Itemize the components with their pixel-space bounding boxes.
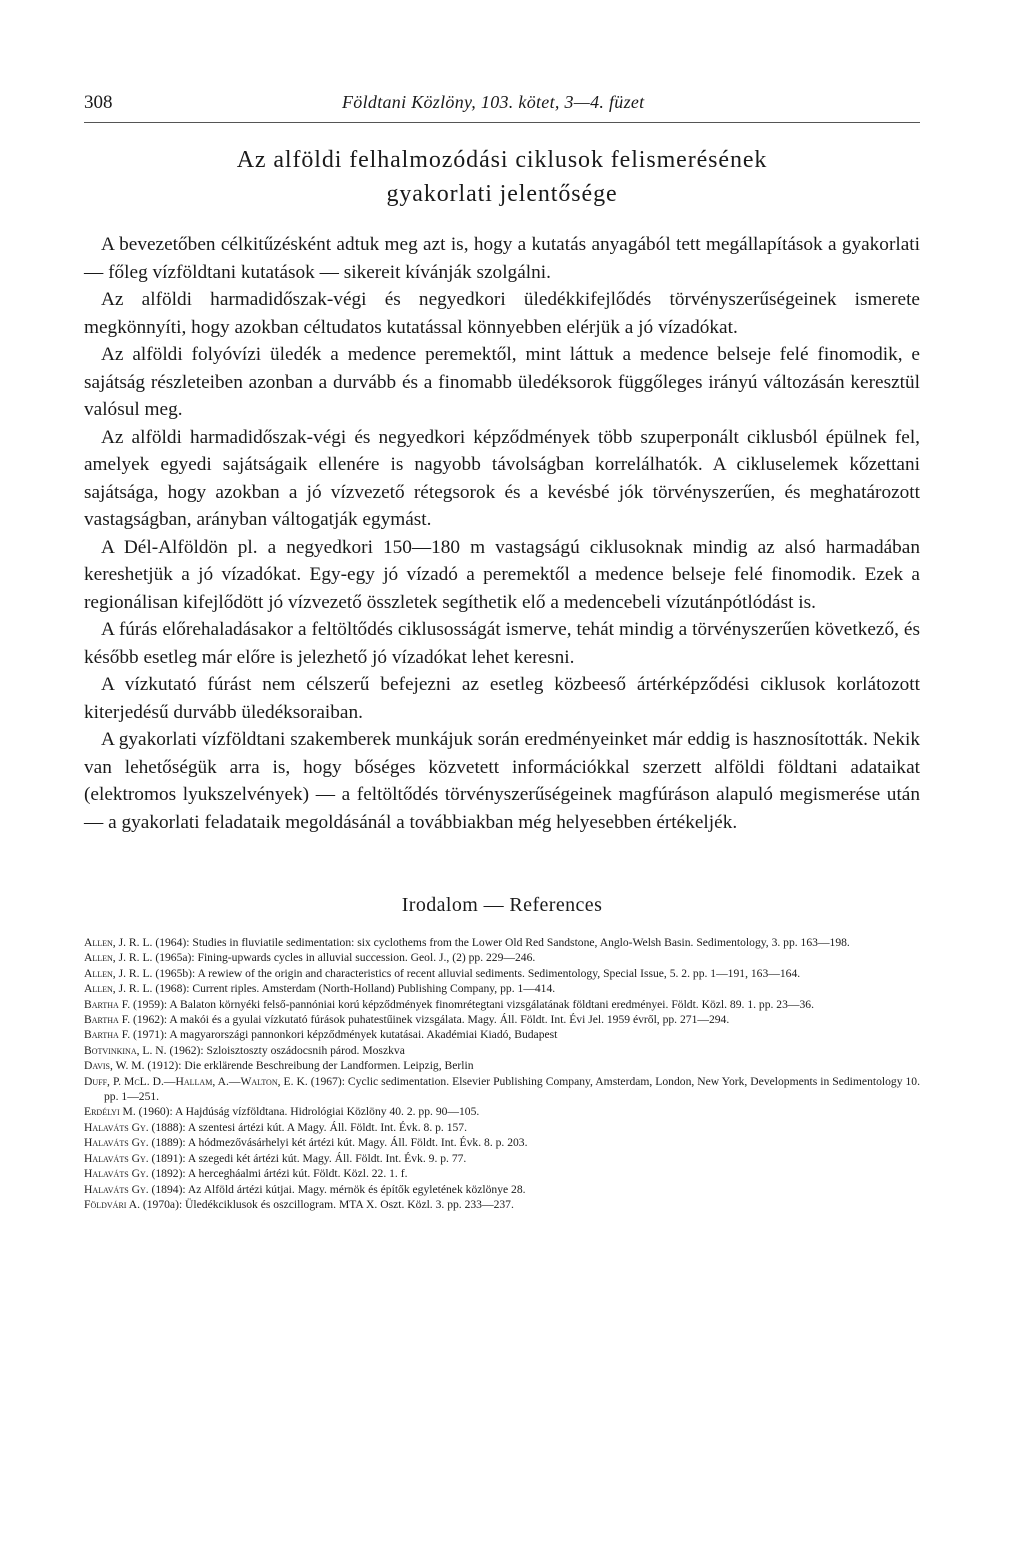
reference-item — [84, 1166, 920, 1181]
reference-author: Allen, J. R. L. — [84, 951, 153, 965]
reference-author: Erdélyi M. — [84, 1105, 136, 1119]
reference-item — [84, 1043, 920, 1058]
reference-list — [84, 935, 920, 1212]
reference-author: Bartha F. — [84, 1013, 131, 1027]
reference-text: (1892): A hercegháalmi ártézi kút. Földt. Közl. 22. 1. f. — [148, 1167, 408, 1181]
reference-text: (1891): A szegedi két ártézi kút. Magy. Áll. Földt. Int. Évk. 9. p. 77. — [148, 1151, 467, 1165]
reference-item — [84, 1058, 920, 1073]
references-heading: Irodalom — References — [401, 894, 603, 916]
reference-item — [84, 950, 920, 965]
reference-item — [84, 1197, 920, 1212]
reference-author: Allen, J. R. L. — [84, 936, 153, 949]
reference-author: Halaváts Gy. — [84, 1167, 149, 1181]
article-title — [84, 143, 920, 211]
reference-text: (1962): Szloisztoszty oszádocsnih párod. Moszkva — [166, 1043, 405, 1057]
reference-item — [84, 1104, 920, 1119]
reference-item — [84, 966, 920, 981]
running-head — [84, 88, 920, 123]
reference-author: Bartha F. — [84, 1028, 131, 1042]
reference-author: Allen, J. R. L. — [84, 982, 153, 996]
reference-item — [84, 1135, 920, 1150]
reference-text: (1971): A magyarországi pannonkori képződmények kutatásai. Akadémiai Kiadó, Budapest — [130, 1028, 558, 1042]
reference-text: (1970a): Üledékciklusok és oszcillogram. MTA X. Oszt. Közl. 3. pp. 233—237. — [139, 1197, 514, 1211]
reference-author: Halaváts Gy. — [84, 1136, 149, 1150]
reference-item — [84, 1074, 920, 1105]
paragraph-7: A vízkutató fúrást nem célszerű befejezni az esetleg közbeeső ártérképződési ciklusok korlátozott kiterjedésű durvább üledéksoraiban. — [84, 674, 920, 723]
page-number: 308 — [84, 92, 113, 113]
reference-text: (1965b): A rewiew of the origin and characteristics of recent alluvial sediments. Sedimentology, Special Issue, 5. 2. pp. 1—191, 163—164. — [152, 966, 801, 980]
reference-author: Halaváts Gy. — [84, 1151, 149, 1165]
article-title-line-2: gyakorlati jelentősége — [386, 181, 618, 207]
paragraph-4: Az alföldi harmadidőszak-végi és negyedkori képződmények több szuperponált ciklusból épülnek fel, amelyek egyedi sajátságaik ellenére is nagyobb távolságban korrelálhatók. A cikluselemek kőzettani sajátsága, hogy azokban a jó vízvezető rétegsorok és a kevésbé jók törvényszerűen, és meghatározott vastagságban, arányban váltogatják egymást. — [84, 426, 920, 530]
reference-text: (1912): Die erklärende Beschreibung der Landformen. Leipzig, Berlin — [144, 1059, 474, 1073]
paragraph-8: A gyakorlati vízföldtani szakemberek munkájuk során eredményeinket már eddig is hasznosították. Nekik van lehetőségük arra is, hogy bőséges közvetett információkkal szerzett alföldi földtani adataikat (elektromos lyukszelvények) — a feltöltődés törvényszerűségeinek magfúráson alapuló megismerése után — a gyakorlati feladataik megoldásánál a továbbiakban még helyesebben értékeljék. — [84, 729, 920, 833]
reference-item — [84, 1182, 920, 1197]
reference-item — [84, 997, 920, 1012]
reference-author: Bartha F. — [84, 997, 131, 1011]
reference-author: Halaváts Gy. — [84, 1182, 149, 1196]
reference-text: (1894): Az Alföld ártézi kútjai. Magy. mérnök és építők egyletének közlönye 28. — [148, 1182, 526, 1196]
reference-text: (1888): A szentesi ártézi kút. A Magy. Áll. Földt. Int. Évk. 8. p. 157. — [148, 1120, 467, 1134]
reference-text: (1968): Current riples. Amsterdam (North-Holland) Publishing Company, pp. 1—414. — [152, 982, 556, 996]
article-body — [84, 231, 920, 836]
reference-text: (1959): A Balaton környéki felső-pannóniai korú képződmények finomrétegtani vizsgálatának földtani eredményei. Földt. Közl. 89. 1. pp. 23—36. — [130, 997, 814, 1011]
paragraph-3: Az alföldi folyóvízi üledék a medence peremektől, mint láttuk a medence belseje felé finomodik, e sajátság részleteiben azonban a durvább és a finomabb üledéksorok függőleges irányú változásán keresztül valósul meg. — [84, 344, 920, 420]
paragraph-2: Az alföldi harmadidőszak-végi és negyedkori üledékkifejlődés törvényszerűségeinek ismerete megkönnyíti, hogy azokban céltudatos kutatással könnyebben elérjük a jó vízadókat. — [84, 289, 920, 338]
journal-page — [84, 88, 920, 1212]
paragraph-6: A fúrás előrehaladásakor a feltöltődés ciklusosságát ismerve, tehát mindig a törvényszerűen következő, és később esetleg már előre is jelezhető jó vízadókat lehet keresni. — [84, 619, 920, 668]
reference-author: Duff, P. McL. D.—Hallam, A.—Walton, E. K. — [84, 1074, 308, 1088]
journal-citation: Földtani Közlöny, 103. kötet, 3—4. füzet — [342, 92, 645, 112]
reference-item — [84, 981, 920, 996]
reference-author: Davis, W. M. — [84, 1059, 145, 1073]
reference-item — [84, 935, 920, 950]
reference-author: Halaváts Gy. — [84, 1120, 149, 1134]
reference-text: (1964): Studies in fluviatile sedimentation: six cyclothems from the Lower Old Red Sandstone, Anglo-Welsh Basin. Sedimentology, 3. pp. 163—198. — [152, 936, 850, 949]
paragraph-1: A bevezetőben célkitűzésként adtuk meg azt is, hogy a kutatás anyagából tett megállapítások a gyakorlati — főleg vízföldtani kutatások — sikereit kívánják szolgálni. — [84, 234, 920, 283]
reference-item — [84, 1027, 920, 1042]
reference-item — [84, 1012, 920, 1027]
reference-author: Botvinkina, L. N. — [84, 1043, 167, 1057]
reference-item — [84, 1120, 920, 1135]
reference-item — [84, 1151, 920, 1166]
reference-text: (1967): Cyclic sedimentation. Elsevier Publishing Company, Amsterdam, London, New York, Developments in Sedimentology 10. pp. 1—251. — [104, 1074, 920, 1104]
reference-text: (1962): A makói és a gyulai vízkutató fúrások puhatestűinek vizsgálata. Magy. Áll. Földt. Int. Évi Jel. 1959 évről, pp. 271—294. — [130, 1013, 730, 1027]
reference-text: (1889): A hódmezővásárhelyi két ártézi kút. Magy. Áll. Földt. Int. Évk. 8. p. 203. — [148, 1136, 528, 1150]
reference-text: (1965a): Fining-upwards cycles in alluvial succession. Geol. J., (2) pp. 229—246. — [152, 951, 536, 965]
article-title-line-1: Az alföldi felhalmozódási ciklusok felismerésének — [236, 147, 768, 173]
reference-author: Földvári A. — [84, 1197, 140, 1211]
paragraph-5: A Dél-Alföldön pl. a negyedkori 150—180 m vastagságú ciklusoknak mindig az alsó harmadában kereshetjük a jó vízadókat. Egy-egy jó vízadó a peremektől a medence belseje felé finomodik. Ezek a regionálisan kifejlődött jó vízvezető összletek segíthetik elő a medencebeli vízutánpótlódást is. — [84, 536, 920, 613]
reference-author: Allen, J. R. L. — [84, 966, 153, 980]
reference-text: (1960): A Hajdúság vízföldtana. Hidrológiai Közlöny 40. 2. pp. 90—105. — [135, 1105, 480, 1119]
